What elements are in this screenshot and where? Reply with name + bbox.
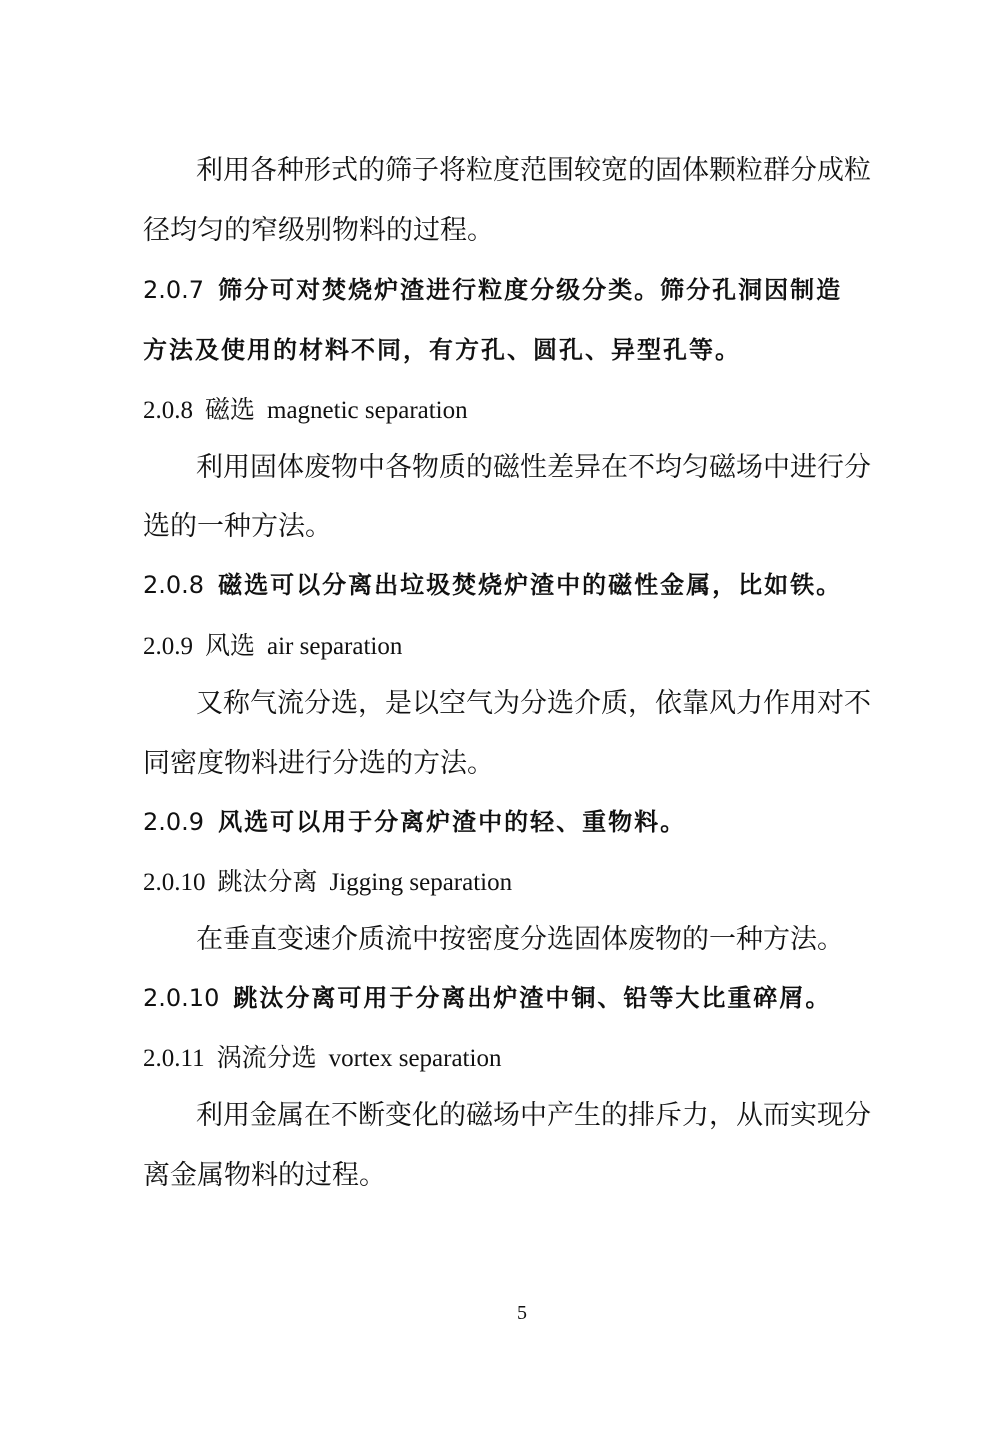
page-number: 5 [517, 1302, 527, 1324]
term-heading [143, 397, 468, 423]
note-text: 跳汰分离可用于分离出炉渣中铜、铅等大比重碎屑。 [233, 984, 832, 1012]
term-heading [143, 633, 402, 659]
term-english: magnetic separation [267, 397, 468, 424]
note-line [143, 573, 842, 597]
paragraph-line: 利用固体废物中各物质的磁性差异在不均匀磁场中进行分 [196, 452, 871, 483]
clause-number: 2.0.8 [143, 571, 205, 599]
note-line: 方法及使用的材料不同，有方孔、圆孔、异型孔等。 [143, 336, 741, 364]
paragraph-line: 选的一种方法。 [143, 511, 332, 542]
note-line [143, 278, 842, 302]
paragraph-line: 在垂直变速介质流中按密度分选固体废物的一种方法。 [196, 924, 844, 955]
clause-number: 2.0.8 [143, 397, 193, 424]
term-english: Jigging separation [329, 869, 513, 896]
paragraph-line: 又称气流分选，是以空气为分选介质，依靠风力作用对不 [196, 688, 871, 719]
term-chinese: 磁选 [205, 395, 256, 424]
paragraph-line: 利用各种形式的筛子将粒度范围较宽的固体颗粒群分成粒 [196, 155, 871, 186]
term-english: air separation [267, 633, 403, 660]
paragraph-line: 径均匀的窄级别物料的过程。 [143, 215, 494, 246]
clause-number: 2.0.9 [143, 808, 205, 836]
note-text: 风选可以用于分离炉渣中的轻、重物料。 [218, 808, 687, 836]
term-chinese: 跳汰分离 [217, 867, 318, 896]
term-chinese: 风选 [205, 631, 256, 660]
paragraph-line: 同密度物料进行分选的方法。 [143, 748, 494, 779]
note-text: 磁选可以分离出垃圾焚烧炉渣中的磁性金属，比如铁。 [218, 571, 843, 599]
clause-number: 2.0.10 [143, 984, 220, 1012]
clause-number: 2.0.7 [143, 276, 205, 304]
note-line [143, 810, 686, 834]
term-english: vortex separation [328, 1045, 502, 1072]
term-heading [143, 1045, 501, 1071]
clause-number: 2.0.10 [143, 869, 206, 896]
clause-number: 2.0.11 [143, 1045, 205, 1072]
paragraph-line: 离金属物料的过程。 [143, 1160, 386, 1191]
term-heading [143, 869, 512, 895]
note-line [143, 986, 831, 1010]
clause-number: 2.0.9 [143, 633, 193, 660]
paragraph-line: 利用金属在不断变化的磁场中产生的排斥力，从而实现分 [196, 1100, 871, 1131]
note-text: 筛分可对焚烧炉渣进行粒度分级分类。筛分孔洞因制造 [218, 276, 843, 304]
term-chinese: 涡流分选 [216, 1043, 317, 1072]
